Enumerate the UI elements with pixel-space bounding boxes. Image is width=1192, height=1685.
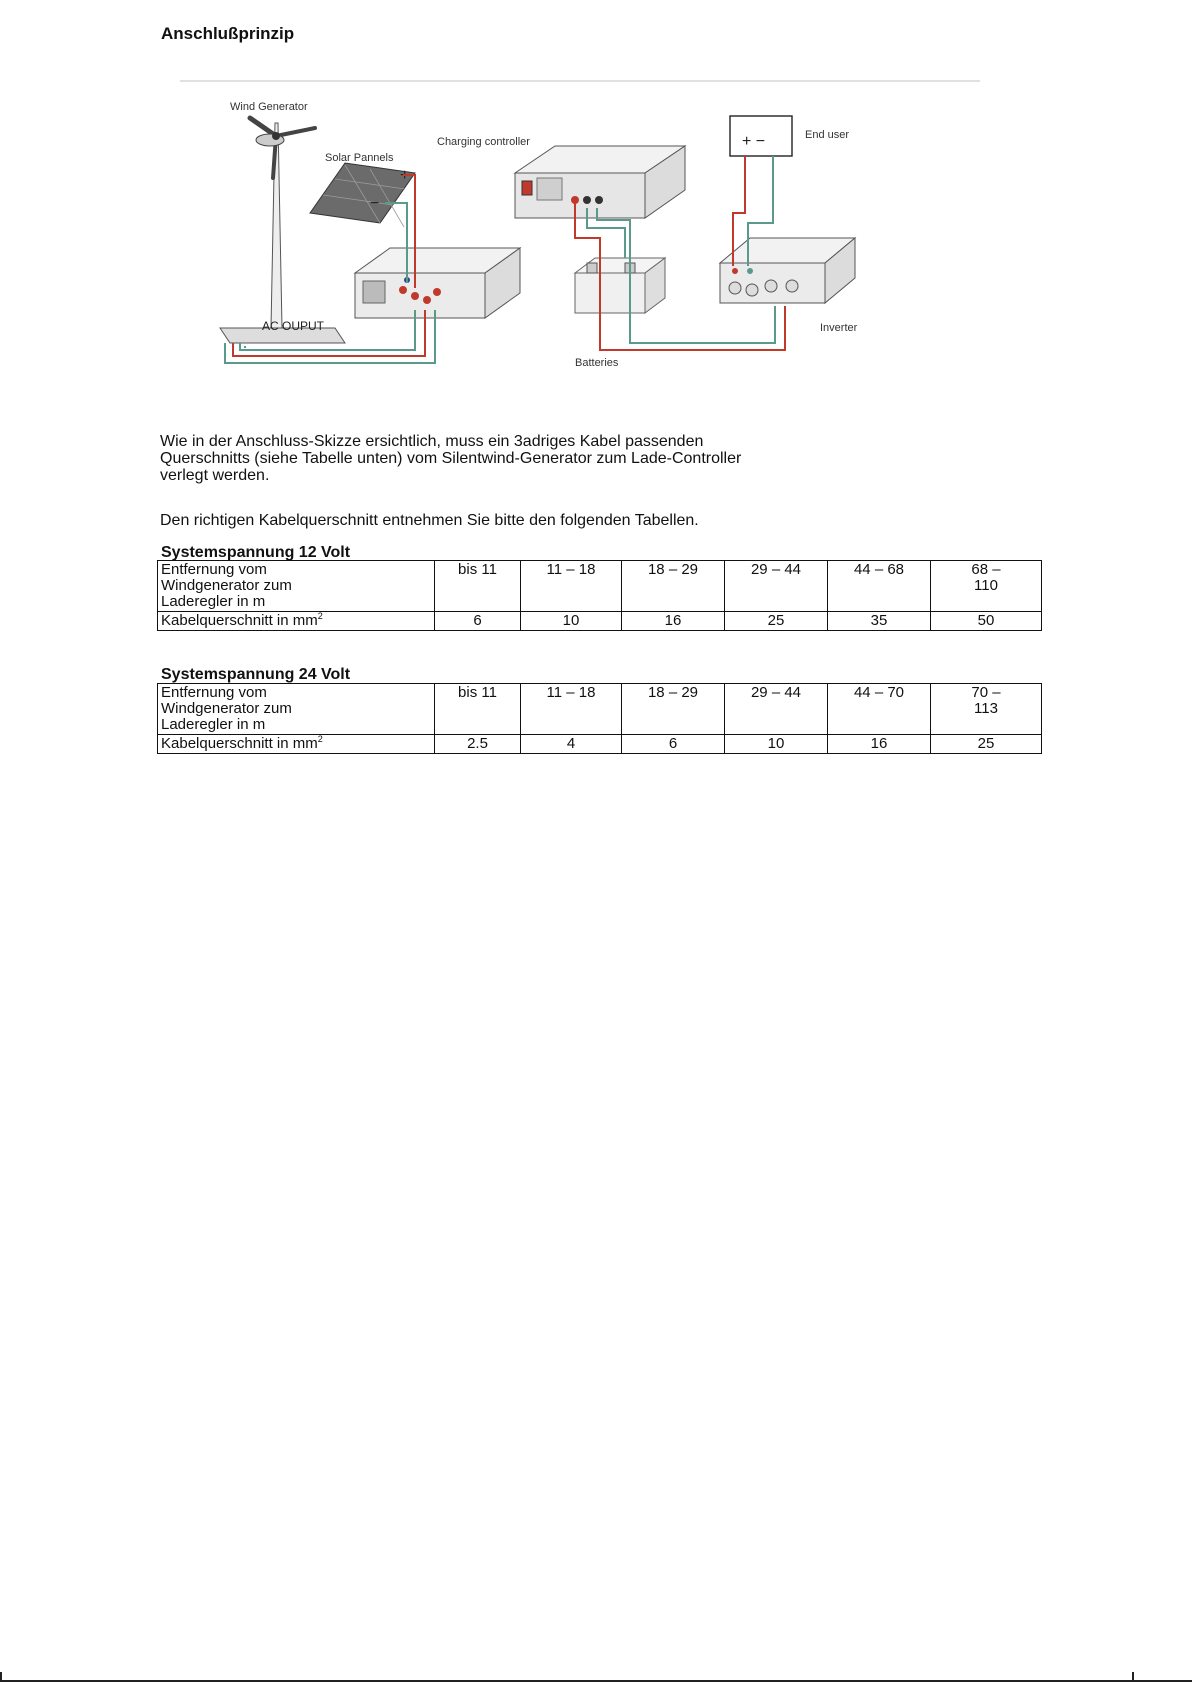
- distance-cell: [931, 561, 1042, 612]
- charging-controller-icon: [515, 146, 685, 218]
- ac-output-label: AC OUPUT: [262, 319, 325, 333]
- cross-section-cell: 50: [931, 612, 1042, 631]
- distance-cell: 29 – 44: [725, 684, 828, 735]
- label-superscript: 2: [317, 734, 323, 744]
- distance-cell: 44 – 70: [828, 684, 931, 735]
- cross-section-cell: 6: [435, 612, 521, 631]
- distance-cell: 11 – 18: [521, 684, 622, 735]
- distance-cell: bis 11: [435, 684, 521, 735]
- connection-diagram: [175, 78, 990, 398]
- intro-line-2: Querschnitts (siehe Tabelle unten) vom Silentwind-Generator zum Lade-Controller: [160, 450, 742, 467]
- table-24v-title: Systemspannung 24 Volt: [161, 666, 351, 683]
- charging-controller-label: Charging controller: [437, 136, 530, 148]
- cross-section-cell: 10: [521, 612, 622, 631]
- distance-cell: [931, 684, 1042, 735]
- label-line: Windgenerator zum: [161, 700, 292, 717]
- inverter-icon: [720, 238, 855, 303]
- cross-section-cell: 25: [725, 612, 828, 631]
- end-user-terminals: + −: [742, 133, 766, 150]
- charge-unit-icon: [355, 248, 520, 318]
- label-text: Kabelquerschnitt in mm: [161, 612, 318, 629]
- distance-cell: 18 – 29: [622, 561, 725, 612]
- table-row: [158, 561, 1042, 612]
- table-24v: [157, 683, 1042, 754]
- distance-cell: 18 – 29: [622, 684, 725, 735]
- page-title: Anschlußprinzip: [161, 24, 295, 43]
- distance-cell: 11 – 18: [521, 561, 622, 612]
- wind-generator-label: Wind Generator: [230, 101, 308, 113]
- battery-icon: [575, 258, 665, 313]
- cell-line: 68 –: [971, 561, 1001, 578]
- cell-line: 70 –: [971, 684, 1001, 701]
- distance-label: [158, 684, 435, 735]
- distance-cell: 29 – 44: [725, 561, 828, 612]
- table-hint: Den richtigen Kabelquerschnitt entnehmen Sie bitte den folgenden Tabellen.: [160, 512, 699, 529]
- intro-paragraph: [160, 433, 1038, 484]
- cross-section-cell: 16: [828, 735, 931, 754]
- cross-section-cell: 4: [521, 735, 622, 754]
- solar-minus-label: −: [370, 195, 380, 212]
- cross-section-cell: 2.5: [435, 735, 521, 754]
- solar-panels-label: Solar Pannels: [325, 152, 394, 164]
- table-12v-title: Systemspannung 12 Volt: [161, 544, 351, 561]
- page-bottom-rule: [0, 1680, 1192, 1682]
- intro-line-1: Wie in der Anschluss-Skizze ersichtlich, muss ein 3adriges Kabel passenden: [160, 433, 704, 450]
- cross-section-label: [158, 612, 435, 631]
- cross-section-cell: 16: [622, 612, 725, 631]
- cross-section-cell: 35: [828, 612, 931, 631]
- intro-line-3: verlegt werden.: [160, 467, 270, 484]
- batteries-label: Batteries: [575, 357, 619, 369]
- table-12v: [157, 560, 1042, 631]
- cross-section-label: [158, 735, 435, 754]
- inverter-label: Inverter: [820, 322, 858, 334]
- distance-cell: 44 – 68: [828, 561, 931, 612]
- solar-plus-label: +: [400, 167, 410, 184]
- distance-cell: bis 11: [435, 561, 521, 612]
- cross-section-cell: 25: [931, 735, 1042, 754]
- label-line: Entfernung vom: [161, 561, 267, 578]
- page-corner-mark: [0, 1672, 2, 1682]
- cross-section-cell: 6: [622, 735, 725, 754]
- label-text: Kabelquerschnitt in mm: [161, 735, 318, 752]
- end-user-label: End user: [805, 129, 850, 141]
- table-row: [158, 612, 1042, 631]
- label-line: Windgenerator zum: [161, 577, 292, 594]
- table-row: [158, 684, 1042, 735]
- label-superscript: 2: [317, 611, 323, 621]
- cell-line: 110: [974, 577, 998, 594]
- label-line: Entfernung vom: [161, 684, 267, 701]
- distance-label: [158, 561, 435, 612]
- label-line: Laderegler in m: [161, 716, 266, 733]
- table-row: [158, 735, 1042, 754]
- cross-section-cell: 10: [725, 735, 828, 754]
- page-corner-mark: [1132, 1672, 1134, 1682]
- cell-line: 113: [974, 700, 998, 717]
- label-line: Laderegler in m: [161, 593, 266, 610]
